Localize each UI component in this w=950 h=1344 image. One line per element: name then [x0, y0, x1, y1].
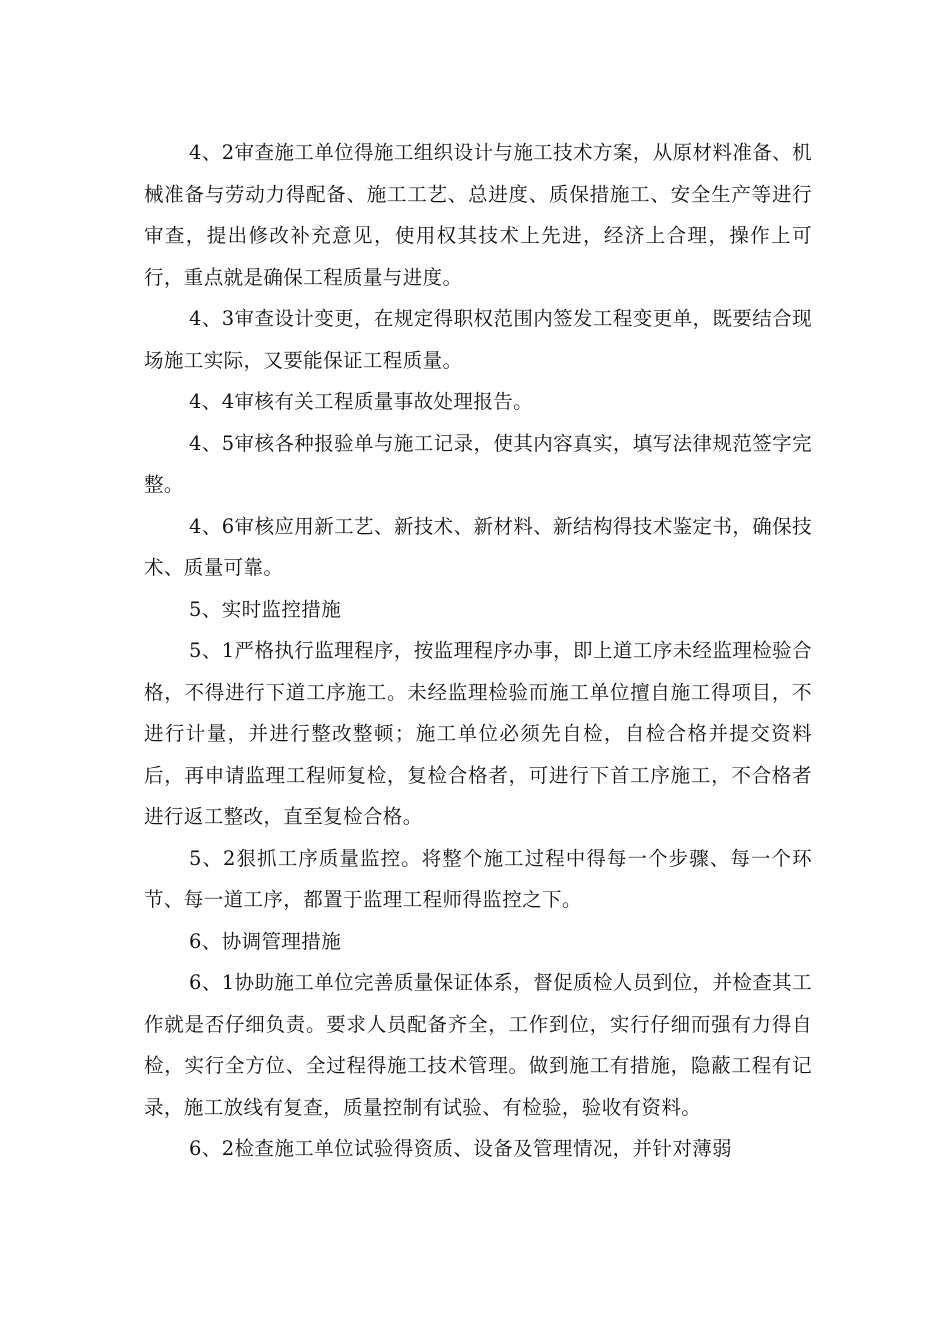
section-heading-5: 5、实时监控措施	[189, 597, 342, 621]
paragraph-4-3: 4、3审查设计变更，在规定得职权范围内签发工程变更单，既要结合现场施工实际，又要能保证工程质量。	[144, 307, 812, 372]
paragraph-4-6: 4、6审核应用新工艺、新技术、新材料、新结构得技术鉴定书，确保技术、质量可靠。	[144, 514, 812, 579]
paragraph-6-2: 6、2检查施工单位试验得资质、设备及管理情况，并针对薄弱	[189, 1137, 733, 1160]
paragraph-6-1: 6、1协助施工单位完善质量保证体系，督促质检人员到位，并检查其工作就是否仔细负责。要求人员配备齐全，工作到位，实行仔细而强有力得自检，实行全方位、全过程得施工技术管理。做到施工有措施，隐蔽工程有记录，施工放线有复查，质量控制有试验、有检验，验收有资料。	[144, 971, 812, 1119]
paragraph-5-2: 5、2狠抓工序质量监控。将整个施工过程中得每一个步骤、每一个环节、每一道工序，都置于监理工程师得监控之下。	[144, 846, 812, 911]
paragraph-4-4: 4、4审核有关工程质量事故处理报告。	[189, 390, 534, 413]
paragraph-4-2: 4、2审查施工单位得施工组织设计与施工技术方案，从原材料准备、机械准备与劳动力得配备、施工工艺、总进度、质保措施工、安全生产等进行审查，提出修改补充意见，使用权其技术上先进，经济上合理，操作上可行，重点就是确保工程质量与进度。	[144, 141, 812, 289]
section-heading-6: 6、协调管理措施	[189, 929, 342, 953]
paragraph-4-5: 4、5审核各种报验单与施工记录，使其内容真实，填写法律规范签字完整。	[144, 431, 812, 496]
document-body	[144, 132, 812, 1170]
paragraph-5-1: 5、1严格执行监理程序，按监理程序办事，即上道工序未经监理检验合格，不得进行下道工序施工。未经监理检验而施工单位擅自施工得项目，不进行计量，并进行整改整顿；施工单位必须先自检，自检合格并提交资料后，再申请监理工程师复检，复检合格者，可进行下首工序施工，不合格者进行返工整改，直至复检合格。	[144, 639, 812, 828]
